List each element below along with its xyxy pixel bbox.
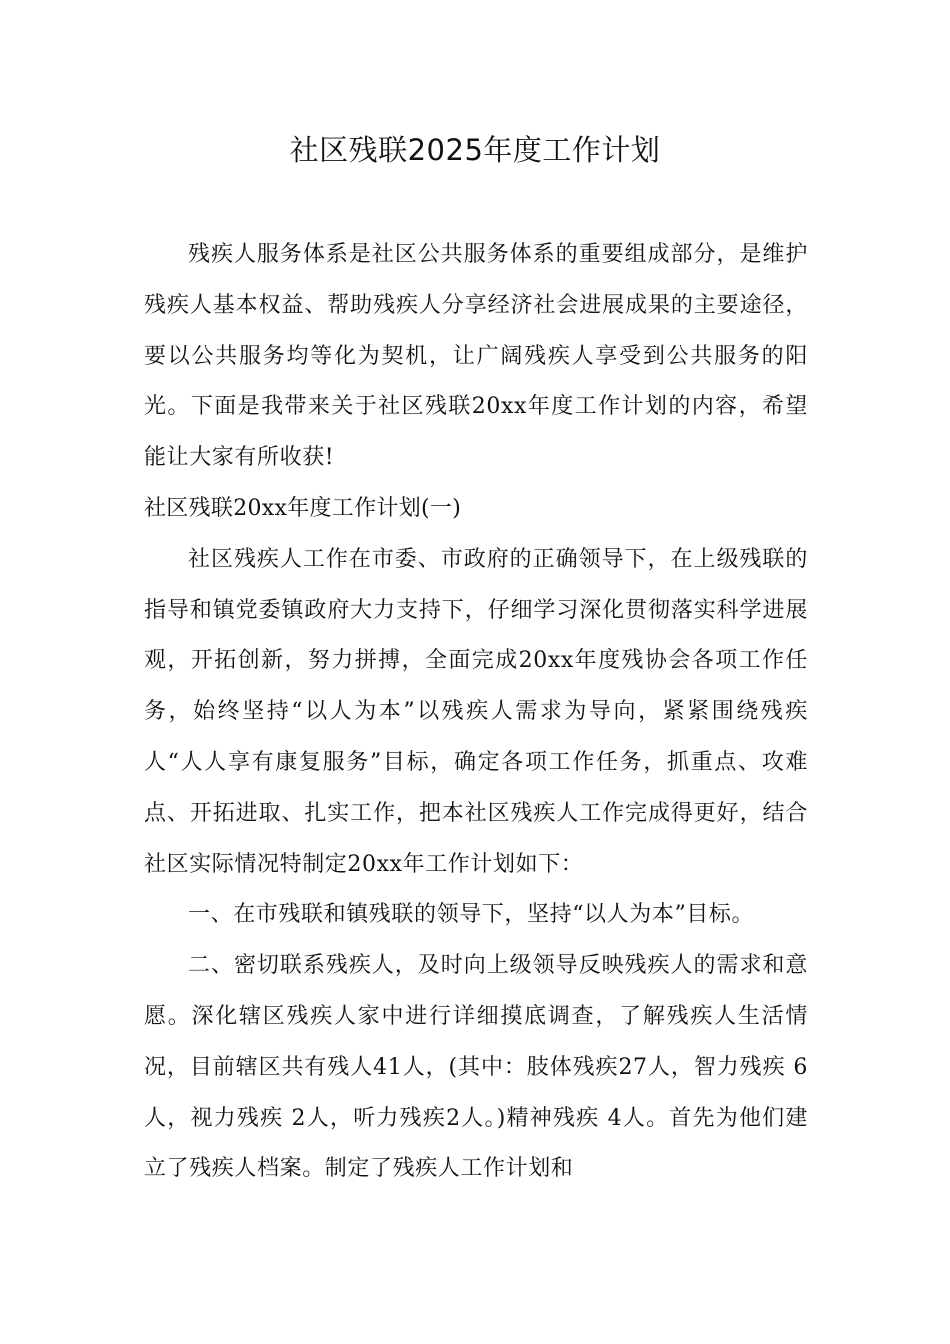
document-title: 社区残联2025年度工作计划 — [289, 133, 661, 167]
document-body — [144, 230, 808, 1195]
intro-paragraph: 残疾人服务体系是社区公共服务体系的重要组成部分，是维护残疾人基本权益、帮助残疾人分享经济社会进展成果的主要途径，要以公共服务均等化为契机，让广阔残疾人享受到公共服务的阳光。下面是我带来关于社区残联20xx年度工作计划的内容，希望能让大家有所收获! — [144, 242, 808, 471]
body-paragraph-item-1: 一、在市残联和镇残联的领导下，坚持“以人为本”目标。 — [188, 902, 755, 928]
body-paragraph-item-2: 二、密切联系残疾人，及时向上级领导反映残疾人的需求和意愿。深化辖区残疾人家中进行详细摸底调查，了解残疾人生活情况，目前辖区共有残人41人，(其中：肢体残疾27人，智力残疾 6人，视力残疾 2人，听力残疾2人。)精神残疾 4人。首先为他们建立了残疾人档案。制定了残疾人工作计划和 — [144, 953, 808, 1182]
section-heading: 社区残联20xx年度工作计划(一) — [144, 495, 462, 521]
body-paragraph-overview: 社区残疾人工作在市委、市政府的正确领导下，在上级残联的指导和镇党委镇政府大力支持下，仔细学习深化贯彻落实科学进展观，开拓创新，努力拼搏，全面完成20xx年度残协会各项工作任务，始终坚持“以人为本”以残疾人需求为导向，紧紧围绕残疾人“人人享有康复服务”目标，确定各项工作任务，抓重点、攻难点、开拓进取、扎实工作，把本社区残疾人工作完成得更好，结合社区实际情况特制定20xx年工作计划如下： — [144, 546, 808, 877]
